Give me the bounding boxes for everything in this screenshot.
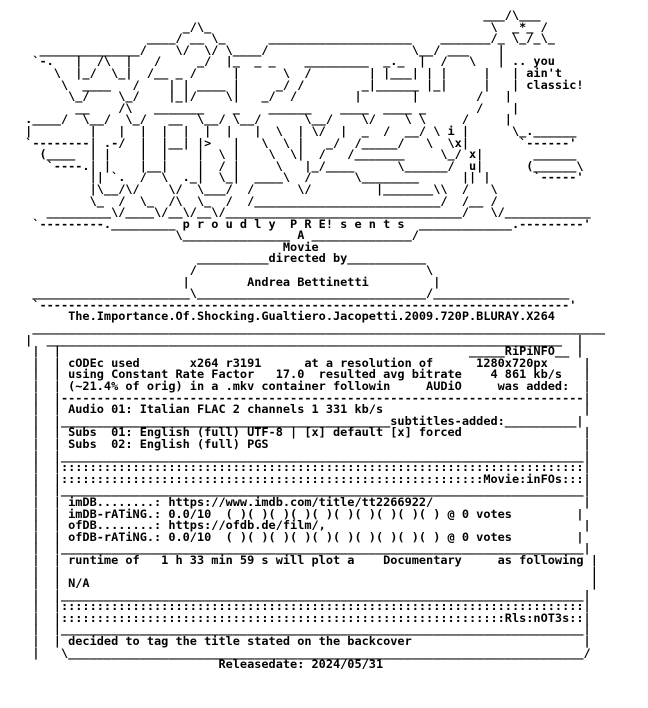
nfo-line: | | using Constant Rate Factor 17.0 resulted avg bitrate 4 861 kb/s | [18, 367, 591, 382]
nfo-line: Releasedate: 2024/05/31 [18, 657, 384, 672]
nfo-ascii-art-text [18, 10, 638, 671]
nfo-line: \ |_/ \_| /__ _ / | \ / | |___| | | | | ain't [18, 65, 563, 80]
nfo-line: | | (~21.4% of orig) in a .mkv container followin AUDiO was added: | [18, 379, 591, 393]
nfo-line: Movie [18, 239, 319, 254]
nfo-line: ______________/ \/ \/ \____/ \__/ ___ | [18, 42, 505, 57]
nfo-line: | | Subs 01: English (full) UTF-8 | [x] default [x] forced | [18, 425, 591, 440]
nfo-line: |\__/\/ \/ \___/ / \/ |_______\\ / \ [18, 181, 498, 196]
nfo-line: \ ____ / | | ____ | _/ / _|______ |_| | | classic! [18, 77, 584, 92]
nfo-line: | | cODEc used x264 r3191 at a resolution of 1280x720px | [18, 355, 591, 370]
nfo-line: `-. | /\ | / _/ |_ _ _ _________ _._ | / \ | .. you [18, 54, 555, 69]
nfo-line: __ /\ _______ _ ______ ____ ____ _ / | [18, 100, 520, 115]
nfo-line: .____/ \__/ \_/ __ \__/ \__/ \__/ \/ \ \ / | [18, 112, 512, 127]
nfo-line: `---------._________ p r o u d l y P R E! s e n t s _____________.---------' [18, 216, 591, 231]
nfo-line: _/\_ \ _*_ / [18, 19, 548, 34]
nfo-viewer [18, 10, 638, 700]
nfo-line: | Andrea Bettinetti | [18, 274, 441, 289]
nfo-line: \_______________ A ______________/ [18, 228, 419, 243]
nfo-line: __________directed by___________ [18, 251, 427, 266]
nfo-line: | ________________________________________________________________________ | [18, 332, 584, 347]
nfo-line: ____/ __ \_ ____________________ _______/_ \_/_\_ [18, 31, 555, 46]
nfo-line: | |::::::::::::::::::::::::::::::::::::::::::::::::::::::::::::::Rls:nOT3s::| [18, 610, 591, 625]
nfo-line: | | | [18, 564, 598, 579]
nfo-line: | | Audio 01: Italian FLAC 2 channels 1 331 kb/s | [18, 402, 591, 417]
nfo-line: | |:::::::::::::::::::::::::::::::::::::::::::::::::::::::::::::::::::::::::| [18, 599, 591, 614]
nfo-line: | |:::::::::::::::::::::::::::::::::::::::::::::::::::::::::::Movie:inFOs:::| [18, 471, 591, 486]
nfo-line: | |:::::::::::::::::::::::::::::::::::::::::::::::::::::::::::::::::::::::::| [18, 460, 591, 475]
nfo-line: | | _____RiPiNFO__ | [18, 344, 584, 359]
nfo-line: | | decided to tag the title stated on the backcover | [18, 634, 591, 649]
nfo-line: `--------| .-/ | |__| |> | \ \ | _/ /_____/ \ \x| `------' [18, 135, 577, 150]
nfo-line: || `. / \ ._| \_| ____\ / \________ || | `-----' [18, 170, 584, 185]
nfo-line: \_ / \_ /\ \_ / /__________________________/ /__ / [18, 193, 498, 208]
nfo-line: | | Subs 02: English (full) PGS | [18, 436, 591, 451]
nfo-line: | |_________________________________________________________________________| [18, 587, 591, 602]
nfo-line: The.Importance.Of.Shocking.Gualtiero.Jacopetti.2009.720P.BLURAY.X264 [18, 309, 555, 324]
nfo-line: ___/\___ [18, 10, 541, 22]
nfo-line: `----.| | |__| | / | \ |_/____ \______/ u| (______\ [18, 158, 584, 173]
nfo-line: \_/ \_/ |_|/ \| _/ / | | / | [18, 89, 512, 104]
nfo-line: ________________________________________________________________________________ [18, 321, 606, 336]
nfo-line: / \ [18, 263, 434, 278]
nfo-line: | | N/A | [18, 576, 598, 591]
nfo-line: | |_________________________________________________________________________| [18, 483, 591, 498]
nfo-line: | | imDB........: https://www.imdb.com/title/tt2266922/ | [18, 494, 591, 509]
nfo-line: | |_________________________________________________________________________| [18, 541, 591, 556]
nfo-line: `--------------------------------------------------------------------------' [18, 297, 577, 312]
nfo-line: | | | | | | | | | \ | \/ | _ / __/ \ i | \_.______ [18, 123, 577, 138]
nfo-line: | | ofDB-rATiNG.: 0.0/10 ( )( )( )( )( )( )( )( )( )( ) @ 0 votes | [18, 529, 584, 544]
nfo-line: | |_________________________________________________________________________| [18, 448, 591, 463]
nfo-line: | |-------------------------------------------------------------------------| [18, 390, 591, 405]
nfo-line: _________\/____\/__\/__\/_________________________________/ \/____________ [18, 205, 591, 220]
nfo-line: | | imDB-rATiNG.: 0.0/10 ( )( )( )( )( )( )( )( )( )( ) @ 0 votes | [18, 506, 584, 521]
nfo-line: | \________________________________________________________________________/ [18, 645, 591, 660]
nfo-line: | | runtime of 1 h 33 min 59 s will plot a Documentary as following | [18, 552, 598, 567]
nfo-line: | |_________________________________________________________________________| [18, 622, 591, 637]
nfo-line: ______________________\________________________________/___________________ [18, 286, 570, 301]
nfo-line: (____ | | | | | \ | \ \| / /_______ \_/ x| ______ [18, 147, 577, 162]
nfo-line: | |______________________________________________subtitles-added:__________| [18, 413, 584, 428]
nfo-line: | | ofDB........: https://ofdb.de/film/, | [18, 518, 591, 533]
